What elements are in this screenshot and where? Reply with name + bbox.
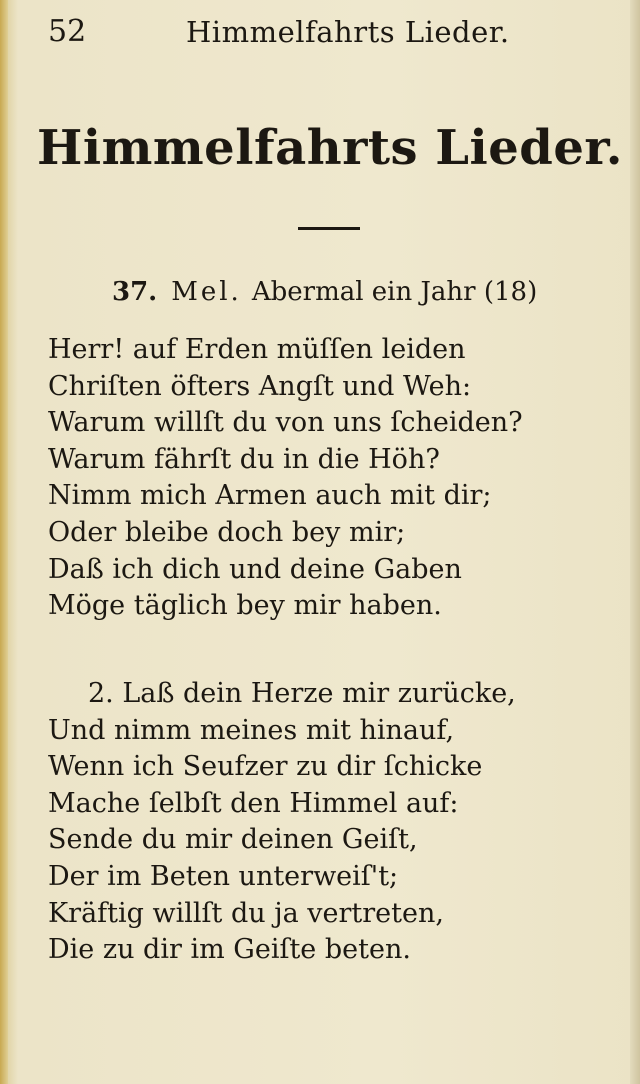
stanza-1 <box>48 332 523 625</box>
verse-line: Nimm mich Armen auch mit dir; <box>48 480 492 512</box>
verse-line: Daß ich dich und deine Gaben <box>48 553 462 585</box>
hymn-header <box>112 274 537 310</box>
melody-reference: Abermal ein Jahr (18) <box>251 277 538 307</box>
verse-line: Sende du mir deinen Geiſt, <box>48 824 418 856</box>
section-title: Himmelfahrts Lieder. <box>37 120 623 176</box>
verse-line: Oder bleibe doch bey mir; <box>48 516 406 548</box>
melody-label: Mel. <box>171 277 242 307</box>
verse-line: Chriſten öfters Angſt und Weh: <box>48 370 472 402</box>
verse-line: Möge täglich bey mir haben. <box>48 590 442 622</box>
verse-line: Mache ſelbſt den Himmel auf: <box>48 787 459 819</box>
verse-line: Warum willſt du von uns ſcheiden? <box>48 407 523 439</box>
hymn-number: 37. <box>112 277 158 307</box>
running-head: Himmelfahrts Lieder. <box>186 15 510 49</box>
verse-line: Und nimm meines mit hinauf, <box>48 714 455 746</box>
title-divider-rule <box>298 227 360 230</box>
verse-line: Die zu dir im Geiſte beten. <box>48 934 411 966</box>
stanza-2 <box>48 676 516 969</box>
verse-line: 2. Laß dein Herze mir zurücke, <box>88 678 516 709</box>
page-number: 52 <box>48 14 87 49</box>
verse-line: Wenn ich Seufzer zu dir ſchicke <box>48 751 483 783</box>
verse-line: Kräftig willſt du ja vertreten, <box>48 897 444 929</box>
verse-line: Herr! auf Erden müſſen leiden <box>48 334 466 365</box>
verse-line: Der im Beten unterweiſ't; <box>48 860 399 892</box>
verse-line: Warum fährſt du in die Höh? <box>48 443 440 475</box>
